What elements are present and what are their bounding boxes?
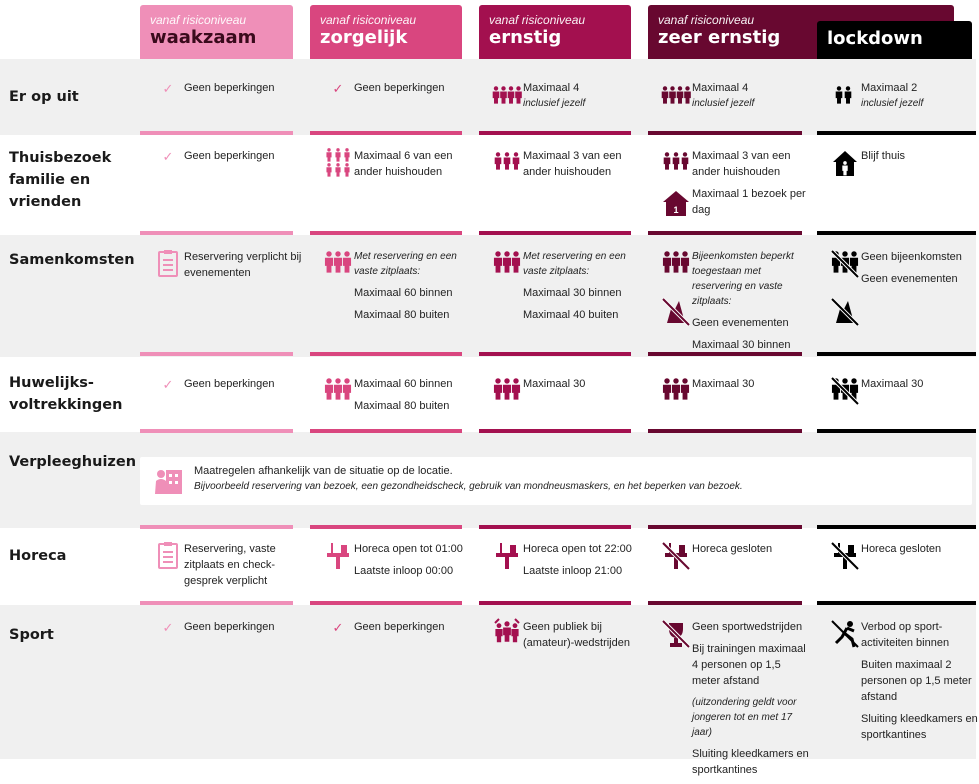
cell-line: Sluiting kleedkamers en sportkantines	[692, 748, 809, 776]
no-events-icon	[662, 297, 690, 325]
six-people-icon	[324, 148, 352, 176]
cell-line: Maximaal 30	[861, 378, 924, 390]
cell-text	[523, 249, 641, 329]
restaurant-icon	[324, 541, 352, 569]
cell-line: inclusief jezelf	[692, 98, 755, 109]
cell-text	[354, 249, 472, 329]
cell-line: Geen publiek bij (amateur)-wedstrijden	[523, 621, 630, 649]
cell-text	[184, 541, 302, 595]
cell-text	[523, 148, 641, 186]
cell-line: Geen bijeenkomsten	[861, 251, 962, 263]
cell-line: Geen beperkingen	[184, 621, 275, 633]
header-level: zorgelijk	[320, 27, 408, 48]
cell-line: inclusief jezelf	[861, 98, 924, 109]
cell-line: Reservering, vaste zitplaats en check-gesprek verplicht	[184, 543, 276, 587]
separator-bar	[310, 525, 462, 529]
crowd-icon	[324, 249, 352, 277]
clipboard-icon	[154, 249, 182, 277]
group-of-two-icon	[831, 80, 859, 108]
cell-line: (uitzondering geldt voor jongeren tot en met 17 jaar)	[692, 697, 797, 738]
verpleeghuizen-line1: Maatregelen afhankelijk van de situatie op de locatie.	[194, 465, 453, 477]
check-icon: ✓	[332, 620, 344, 635]
row-label-sport: Sport	[9, 627, 54, 643]
house-one-icon	[662, 188, 690, 216]
row-label-samenkomsten: Samenkomsten	[9, 252, 135, 268]
separator-bar	[817, 601, 976, 605]
svg-text:1: 1	[673, 205, 679, 215]
cell-text	[523, 376, 641, 398]
header-sub: vanaf risiconiveau	[658, 13, 755, 27]
cell-text	[692, 541, 810, 563]
cell-text	[861, 541, 979, 563]
separator-bar	[310, 231, 462, 235]
stay-home-icon	[831, 148, 859, 176]
separator-bar	[648, 525, 802, 529]
header-lockdown	[817, 21, 972, 59]
group-of-four-icon	[493, 80, 521, 108]
cell-line: Reservering verplicht bij evenementen	[184, 251, 302, 279]
cell-line: Maximaal 2	[861, 82, 918, 94]
header-level: lockdown	[827, 28, 923, 49]
cell-line: Met reservering en een vaste zitplaats:	[523, 251, 626, 277]
cell-text	[184, 619, 302, 641]
cell-line: Sluiting kleedkamers en sportkantines	[861, 713, 978, 741]
three-people-icon	[662, 148, 690, 176]
cell-line: inclusief jezelf	[523, 98, 586, 109]
check-icon: ✓	[162, 377, 174, 392]
cell-line: Geen beperkingen	[184, 150, 275, 162]
cell-text	[692, 80, 810, 117]
cell-line: Maximaal 6 van een ander huishouden	[354, 150, 453, 178]
cell-line: Maximaal 30 binnen	[523, 287, 622, 299]
cell-line: Geen beperkingen	[354, 82, 445, 94]
cell-text	[861, 376, 979, 398]
cell-line: Horeca gesloten	[692, 543, 773, 555]
separator-bar	[140, 352, 293, 356]
group-of-four-icon	[662, 80, 690, 108]
cell-line: Maximaal 4	[523, 82, 580, 94]
separator-bar	[479, 429, 631, 433]
crowd-icon	[493, 249, 521, 277]
cell-line: Maximaal 30	[692, 378, 755, 390]
separator-bar	[140, 231, 293, 235]
crowd-icon	[662, 249, 690, 277]
cell-text	[354, 80, 472, 102]
cell-text	[692, 619, 810, 784]
check-icon: ✓	[162, 620, 174, 635]
cell-line: Maximaal 80 buiten	[354, 309, 450, 321]
restaurant-icon	[493, 541, 521, 569]
cell-line: Horeca gesloten	[861, 543, 942, 555]
cell-text	[184, 249, 302, 287]
cell-text	[354, 148, 472, 186]
row-label-horeca: Horeca	[9, 548, 67, 564]
cell-line: Maximaal 80 buiten	[354, 400, 450, 412]
cell-text	[523, 619, 641, 657]
cell-line: Maximaal 60 binnen	[354, 378, 453, 390]
row-label-thuisbezoek: Thuisbezoek familie en vrienden	[9, 150, 112, 210]
cell-line: Geen beperkingen	[184, 378, 275, 390]
header-level: zeer ernstig	[658, 27, 781, 48]
cell-line: Blijf thuis	[861, 150, 906, 162]
row-label-huwelijk: Huwelijks-voltrekkingen	[9, 375, 123, 413]
cell-line: Geen sportwedstrijden	[692, 621, 803, 633]
cell-line: Horeca open tot 22:00	[523, 543, 632, 555]
cell-text	[184, 80, 302, 102]
check-icon: ✓	[332, 81, 344, 96]
separator-bar	[479, 131, 631, 135]
separator-bar	[479, 231, 631, 235]
separator-bar	[310, 131, 462, 135]
cell-line: Geen beperkingen	[354, 621, 445, 633]
header-sub: vanaf risiconiveau	[489, 13, 586, 27]
separator-bar	[479, 352, 631, 356]
clipboard-icon	[154, 541, 182, 569]
cell-line: Maximaal 1 bezoek per dag	[692, 188, 806, 216]
cell-line: Maximaal 3 van een ander huishouden	[523, 150, 622, 178]
crowd-icon	[662, 376, 690, 404]
header-sub: vanaf risiconiveau	[320, 13, 417, 27]
cell-text	[861, 249, 979, 293]
cell-line: Buiten maximaal 2 personen op 1,5 meter afstand	[861, 659, 972, 703]
no-trophy-icon	[662, 619, 690, 647]
cell-text	[692, 148, 810, 224]
cell-line: Laatste inloop 00:00	[354, 565, 454, 577]
cell-line: Met reservering en een vaste zitplaats:	[354, 251, 457, 277]
cell-text	[861, 619, 979, 749]
no-gathering-icon	[831, 249, 859, 277]
separator-bar	[817, 131, 976, 135]
crowd-icon	[493, 376, 521, 404]
header-sub: vanaf risiconiveau	[150, 13, 247, 27]
header-waakzaam	[140, 5, 293, 59]
separator-bar	[310, 601, 462, 605]
separator-bar	[140, 525, 293, 529]
restaurant-closed-icon	[662, 541, 690, 569]
row-label-er-op-uit: Er op uit	[9, 89, 79, 105]
cell-line: Maximaal 30	[523, 378, 586, 390]
cell-line: Maximaal 4	[692, 82, 749, 94]
cell-text	[184, 148, 302, 170]
separator-bar	[140, 601, 293, 605]
cell-text	[354, 619, 472, 641]
separator-bar	[479, 525, 631, 529]
no-events-icon	[831, 297, 859, 325]
separator-bar	[140, 131, 293, 135]
three-people-icon	[493, 148, 521, 176]
cell-text	[861, 80, 979, 117]
separator-bar	[648, 429, 802, 433]
cell-text	[354, 541, 472, 585]
separator-bar	[310, 429, 462, 433]
check-icon: ✓	[162, 149, 174, 164]
separator-bar	[817, 231, 976, 235]
separator-bar	[817, 429, 976, 433]
cell-line: Maximaal 30 binnen	[692, 339, 791, 351]
crowd-icon	[324, 376, 352, 404]
nursing-home-icon	[152, 466, 184, 496]
no-gathering-icon	[831, 376, 859, 404]
cell-line: Verbod op sport-activiteiten binnen	[861, 621, 950, 649]
cell-line: Laatste inloop 21:00	[523, 565, 623, 577]
check-icon: ✓	[162, 81, 174, 96]
cell-line: Geen evenementen	[692, 317, 789, 329]
cell-text	[523, 541, 641, 585]
cell-line: Maximaal 60 binnen	[354, 287, 453, 299]
separator-bar	[479, 601, 631, 605]
verpleeghuizen-line2: Bijvoorbeeld reservering van bezoek, een gezondheidscheck, gebruik van mondneusmaskers, en het beperken van bezoek.	[194, 481, 743, 492]
separator-bar	[817, 525, 976, 529]
separator-bar	[648, 131, 802, 135]
separator-bar	[648, 231, 802, 235]
restaurant-closed-icon	[831, 541, 859, 569]
cell-line: Geen beperkingen	[184, 82, 275, 94]
header-zorgelijk	[310, 5, 462, 59]
row-label-verpleeghuizen: Verpleeghuizen	[9, 454, 137, 470]
cell-line: Geen evenementen	[861, 273, 958, 285]
cell-line: Maximaal 40 buiten	[523, 309, 619, 321]
cell-line: Maximaal 3 van een ander huishouden	[692, 150, 791, 178]
header-ernstig	[479, 5, 631, 59]
separator-bar	[648, 601, 802, 605]
cell-line: Bijeenkomsten beperkt toegestaan met reservering en vaste zitplaats:	[692, 251, 794, 307]
cell-text	[523, 80, 641, 117]
cell-text	[354, 376, 472, 420]
separator-bar	[817, 352, 976, 356]
cell-text	[692, 249, 810, 359]
header-level: waakzaam	[150, 27, 257, 48]
cell-text	[692, 376, 810, 398]
spectators-icon	[493, 619, 521, 647]
header-level: ernstig	[489, 27, 562, 48]
separator-bar	[140, 429, 293, 433]
cell-line: Bij trainingen maximaal 4 personen op 1,5 meter afstand	[692, 643, 806, 687]
verpleeghuizen-box	[140, 457, 972, 505]
cell-line: Horeca open tot 01:00	[354, 543, 463, 555]
no-sport-icon	[831, 619, 859, 647]
cell-text	[184, 376, 302, 398]
separator-bar	[310, 352, 462, 356]
cell-text	[861, 148, 979, 170]
